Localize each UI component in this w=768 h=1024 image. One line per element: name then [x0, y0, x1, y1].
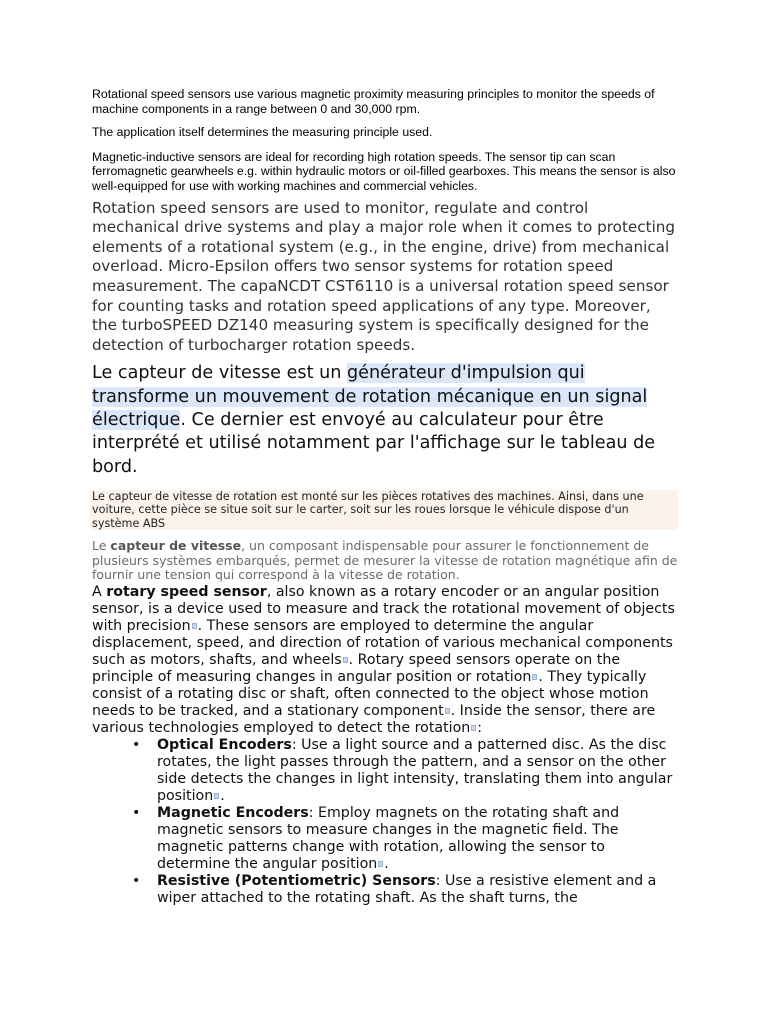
highlighted-text: générateur d'impulsion qui transforme un mouvement de rotation mécanique en un signal électrique	[92, 363, 648, 430]
paragraph-rotational-speed-sensors: Rotational speed sensors use various magnetic proximity measuring principles to monitor the speeds of machine components in a range between 0 and 30,000 rpm.	[92, 87, 655, 116]
citation-marker[interactable]	[378, 861, 383, 867]
paragraph-magnetic-inductive: Magnetic-inductive sensors are ideal for recording high rotation speeds. The sensor tip can scan ferromagnetic gearwheels e.g. within hydraulic motors or oil-filled gearboxes. This means the sensor is also well-equipped for use with working machines and commercial vehicles.	[92, 149, 676, 193]
list-item-term: Resistive (Potentiometric) Sensors	[157, 872, 436, 889]
text-segment: . They typically consist of a rotating disc or shaft, often connected to the object whose motion needs to be tracked, and a stationary component	[92, 668, 649, 719]
bold-term: rotary speed sensor	[106, 583, 267, 600]
citation-marker[interactable]	[214, 793, 219, 799]
list-item-end: .	[384, 855, 389, 872]
paragraph-application-principle: The application itself determines the measuring principle used.	[92, 125, 433, 140]
text-segment: . Rotary speed sensors operate on the principle of measuring changes in angular position or rotation	[92, 651, 621, 685]
text-segment: , also known as a rotary encoder or an angular position sensor, is a device used to measure and track the rotational movement of objects with precision	[92, 583, 675, 634]
list-item-text: : Use a resistive element and a wiper attached to the rotating shaft. As the shaft turns, the	[157, 872, 657, 906]
citation-marker[interactable]	[445, 708, 450, 714]
list-item	[157, 873, 678, 907]
list-item	[157, 805, 678, 873]
paragraph-rotation-speed-overview: Rotation speed sensors are used to monitor, regulate and control mechanical drive systems and play a major role when it comes to protecting elements of a rotational system (e.g., in the engine, drive) from mechanical overload. Micro-Epsilon offers two sensor systems for rotation speed measurement. The capaNCDT CST6110 is a universal rotation speed sensor for counting tasks and rotation speed applications of any type. Moreover, the turboSPEED DZ140 measuring system is specifically designed for the detection of turbocharger rotation speeds.	[92, 198, 676, 354]
citation-marker[interactable]	[192, 623, 197, 629]
paragraph-capteur-generateur	[92, 362, 678, 478]
list-item-term: Magnetic Encoders	[157, 804, 309, 821]
text-segment: . Ce dernier est envoyé au calculateur pour être interprété et utilisé notamment par l'affichage sur le tableau de bord.	[92, 409, 656, 477]
text-segment: :	[477, 719, 483, 736]
encoder-types-list	[92, 737, 678, 907]
list-item-end: .	[220, 787, 225, 804]
paragraph-capteur-composant	[92, 539, 678, 583]
bold-term: capteur de vitesse	[110, 538, 242, 554]
paragraph-rotary-speed-sensor	[92, 584, 684, 737]
text-segment: Le	[92, 538, 111, 554]
paragraph-capteur-monte: Le capteur de vitesse de rotation est monté sur les pièces rotatives des machines. Ainsi, dans une voiture, cette pièce se situe soit sur le carter, soit sur les roues lorsque le véhicule dispose d'un système ABS	[90, 490, 678, 530]
text-segment: . Inside the sensor, there are various technologies employed to detect the rotation	[92, 702, 656, 736]
text-segment: , un composant indispensable pour assurer le fonctionnement de plusieurs systèmes embarqués, permet de mesurer la vitesse de rotation magnétique afin de fournir une tension qui correspond à la vitesse de rotation.	[92, 538, 678, 583]
text-segment: A	[92, 583, 107, 600]
list-item	[157, 737, 678, 805]
citation-marker[interactable]	[343, 657, 348, 663]
list-item-text: : Employ magnets on the rotating shaft and magnetic sensors to measure changes in the magnetic field. The magnetic patterns change with rotation, allowing the sensor to determine the angular position	[157, 804, 620, 872]
citation-marker[interactable]	[471, 725, 476, 731]
list-item-term: Optical Encoders	[157, 736, 292, 753]
citation-marker[interactable]	[532, 674, 537, 680]
text-segment: Le capteur de vitesse est un	[92, 363, 347, 384]
text-segment: . These sensors are employed to determine the angular displacement, speed, and direction of rotation of various mechanical components such as motors, shafts, and wheels	[92, 617, 673, 668]
list-item-text: : Use a light source and a patterned disc. As the disc rotates, the light passes through the pattern, and a sensor on the other side detects the changes in light intensity, translating them into angular position	[157, 736, 673, 804]
